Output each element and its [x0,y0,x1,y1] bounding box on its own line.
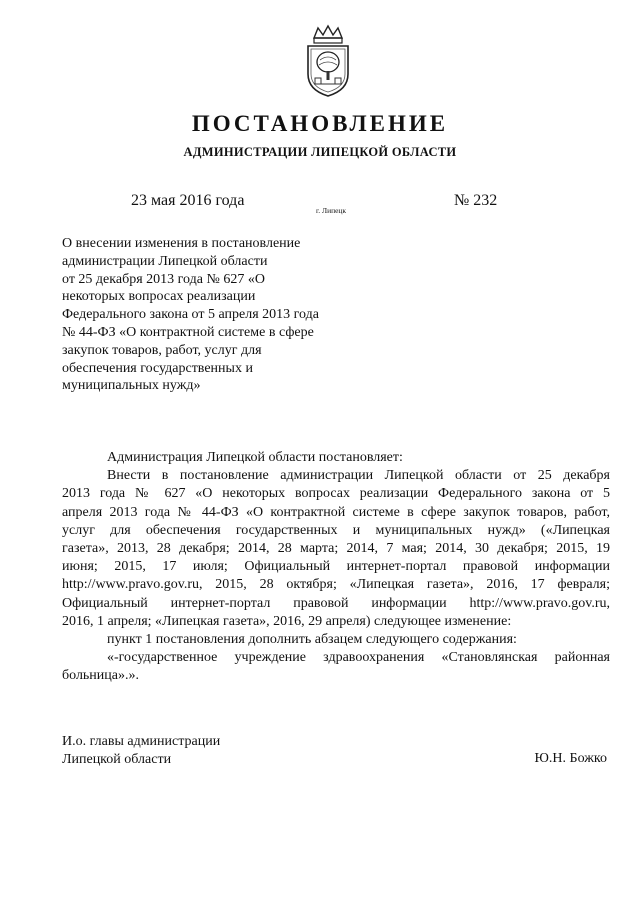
subject-line: некоторых вопросах реализации [62,289,256,305]
subject-line: муниципальных нужд» [62,378,201,394]
body-line: Внести в постановление администрации Липецкой области от 25 декабря [107,468,610,484]
subject-line: закупок товаров, работ, услуг для [62,342,262,358]
document-number: № 232 [454,192,498,209]
body-line: апреля 2013 года № 44-ФЗ «О контрактной системе в сфере закупок товаров, работ, [62,504,610,520]
document-body [62,449,610,686]
body-line: Администрация Липецкой области постановляет: [107,450,403,465]
body-line: «-государственное учреждение здравоохранения «Становлянская районная [107,650,610,666]
body-line: пункт 1 постановления дополнить абзацем следующего содержания: [107,632,517,648]
body-line: Официальный интернет-портал правовой информации http://www.pravo.gov.ru, [62,595,610,611]
body-line: http://www.pravo.gov.ru, 2015, 28 октября; «Липецкая газета», 2016, 17 февраля; [62,577,610,593]
signatory-name: Ю.Н. Божко [534,751,607,766]
subject-line: администрации Липецкой области [62,253,268,269]
subject-line: обеспечения государственных и [62,360,253,376]
signatory-position-line: И.о. главы администрации [62,734,221,749]
body-line: июня; 2015, 17 июля; Официальный интернет-портал правовой информации [62,559,610,575]
coat-of-arms-icon [296,24,360,98]
subject-line: от 25 декабря 2013 года № 627 «О [62,271,265,287]
body-line: газета», 2013, 28 декабря; 2014, 28 марта; 2014, 7 мая; 2014, 30 декабря; 2015, 19 [62,541,610,557]
document-subject [62,235,362,395]
document-date: 23 мая 2016 года [131,192,245,209]
subject-line: Федерального закона от 5 апреля 2013 года [62,307,319,323]
document-city: г. Липецк [316,206,347,215]
body-line: 2013 года № 627 «О некоторых вопросах реализации Федерального закона от 5 [62,486,610,502]
document-title: ПОСТАНОВЛЕНИЕ [191,111,449,136]
document-subtitle: АДМИНИСТРАЦИИ ЛИПЕЦКОЙ ОБЛАСТИ [183,145,457,159]
signatory-position [62,733,220,769]
subject-line: О внесении изменения в постановление [62,236,301,251]
subject-line: № 44-ФЗ «О контрактной системе в сфере [62,324,314,340]
body-line: 2016, 1 апреля; «Липецкая газета», 2016, 29 апреля) следующее изменение: [62,613,512,629]
body-line: больница».». [62,668,139,684]
signatory-position-line: Липецкой области [62,752,172,767]
body-line: услуг для обеспечения государственных и муниципальных нужд» («Липецкая [62,522,610,538]
